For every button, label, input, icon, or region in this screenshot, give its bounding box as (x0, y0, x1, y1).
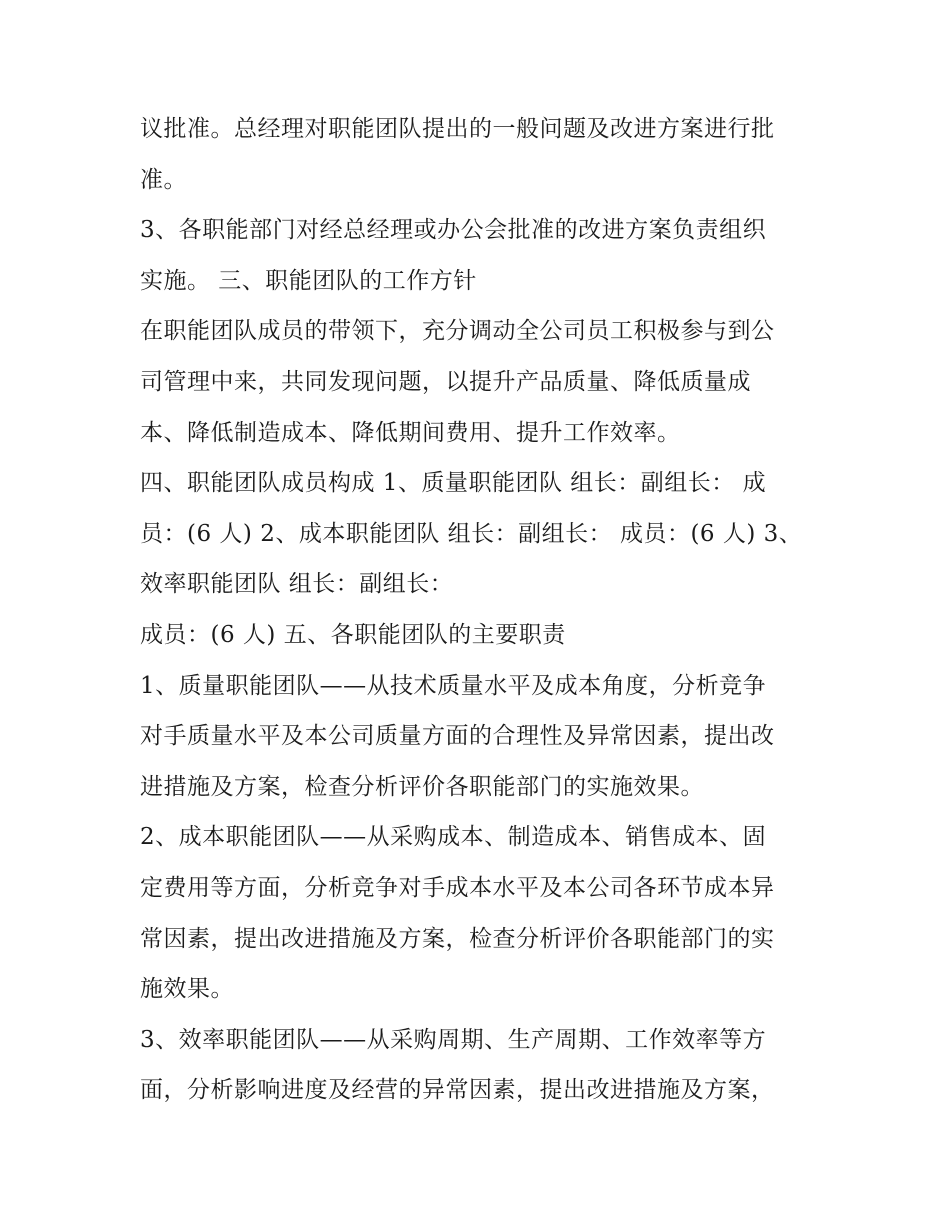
text-line: 面，分析影响进度及经营的异常因素，提出改进措施及方案， (140, 1077, 775, 1104)
text-line: 定费用等方面，分析竞争对手成本水平及本公司各环节成本异 (140, 874, 775, 901)
text-line: 1、质量职能团队——从技术质量水平及成本角度，分析竞争 (140, 672, 767, 699)
text-line: 对手质量水平及本公司质量方面的合理性及异常因素，提出改 (140, 723, 775, 750)
text-line: 实施。 三、职能团队的工作方针 (140, 267, 477, 294)
text-line: 常因素，提出改进措施及方案，检查分析评价各职能部门的实 (140, 925, 775, 952)
text-line: 员：(6 人) 2、成本职能团队 组长：副组长： 成员：(6 人) 3、 (140, 520, 803, 547)
text-line: 议批准。总经理对职能团队提出的一般问题及改进方案进行批 (140, 116, 775, 142)
document-body (140, 104, 820, 1116)
text-line: 施效果。 (140, 976, 234, 1003)
text-line: 3、效率职能团队——从采购周期、生产周期、工作效率等方 (140, 1026, 767, 1053)
text-line: 准。 (140, 166, 187, 193)
text-line: 进措施及方案，检查分析评价各职能部门的实施效果。 (140, 773, 704, 800)
text-line: 2、成本职能团队——从采购成本、制造成本、销售成本、固 (140, 824, 767, 851)
text-line: 3、各职能部门对经总经理或办公会批准的改进方案负责组织 (140, 217, 767, 244)
text-line: 在职能团队成员的带领下，充分调动全公司员工积极参与到公 (140, 318, 775, 345)
text-line: 四、职能团队成员构成 1、质量职能团队 组长：副组长： 成 (140, 470, 767, 497)
text-line: 本、降低制造成本、降低期间费用、提升工作效率。 (140, 419, 681, 446)
text-line: 效率职能团队 组长：副组长： (140, 571, 454, 598)
text-line: 司管理中来，共同发现问题，以提升产品质量、降低质量成 (140, 368, 751, 395)
text-line: 成员：(6 人) 五、各职能团队的主要职责 (140, 621, 566, 648)
